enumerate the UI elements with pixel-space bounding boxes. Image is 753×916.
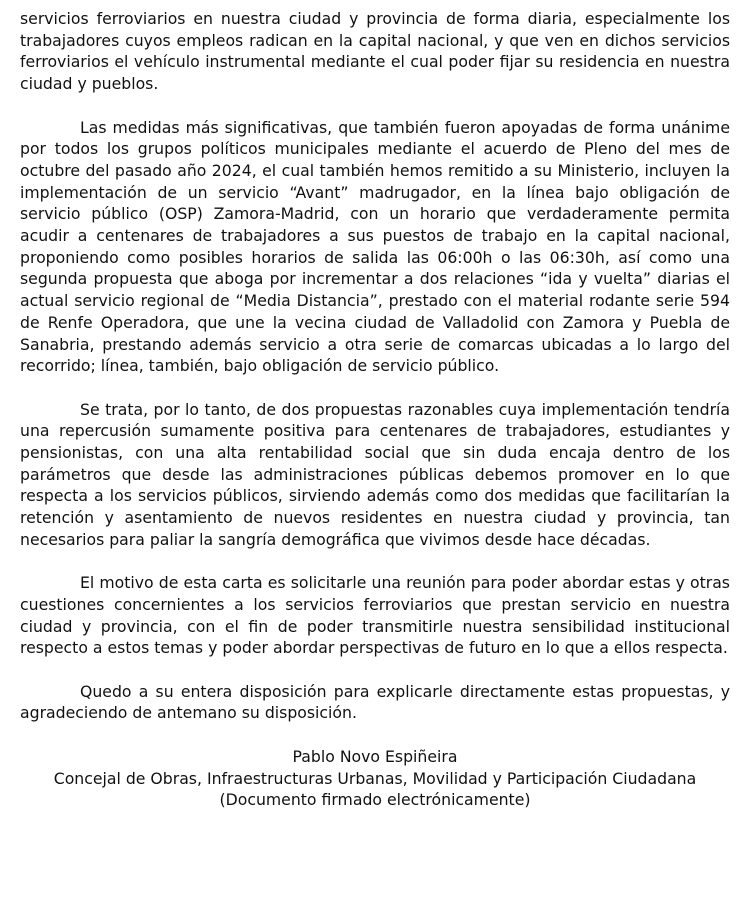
signer-position: Concejal de Obras, Infraestructuras Urbanas, Movilidad y Participación Ciudadana	[53, 768, 697, 788]
signature-block	[20, 746, 730, 811]
paragraph-measures: Las medidas más significativas, que también fueron apoyadas de forma unánime por todos los grupos políticos municipales mediante el acuerdo de Pleno del mes de octubre del pasado año 2024, el cual también hemos remitido a su Ministerio, incluyen la implementación de un servicio “Avant” madrugador, en la línea bajo obligación de servicio público (OSP) Zamora-Madrid, con un horario que verdaderamente permita acudir a centenares de trabajadores a sus puestos de trabajo en la capital nacional, proponiendo como posibles horarios de salida las 06:00h o las 06:30h, así como una segunda propuesta que aboga por incrementar a dos relaciones “ida y vuelta” diarias el actual servicio regional de “Media Distancia”, prestado con el material rodante serie 594 de Renfe Operadora, que une la vecina ciudad de Valladolid con Zamora y Puebla de Sanabria, prestando además servicio a otra serie de comarcas ubicadas a lo largo del recorrido; línea, también, bajo obligación de servicio público.	[20, 117, 730, 376]
paragraph-closing: Quedo a su entera disposición para explicarle directamente estas propuestas, y agradeciendo de antemano su disposición.	[20, 681, 730, 723]
letter-body	[20, 8, 730, 811]
signer-name: Pablo Novo Espiñeira	[292, 746, 458, 766]
paragraph-proposals: Se trata, por lo tanto, de dos propuestas razonables cuya implementación tendría una repercusión sumamente positiva para centenares de trabajadores, estudiantes y pensionistas, con una alta rentabilidad social que sin duda encaja dentro de los parámetros que desde las administraciones públicas debemos promover en lo que respecta a los servicios públicos, sirviendo además como dos medidas que facilitarían la retención y asentamiento de nuevos residentes en nuestra ciudad y provincia, tan necesarios para paliar la sangría demográfica que vivimos desde hace décadas.	[20, 399, 730, 549]
signature-note: (Documento firmado electrónicamente)	[219, 790, 531, 810]
paragraph-meeting-request: El motivo de esta carta es solicitarle una reunión para poder abordar estas y otras cuestiones concernientes a los servicios ferroviarios que prestan servicio en nuestra ciudad y provincia, con el fin de poder transmitirle nuestra sensibilidad institucional respecto a estos temas y poder abordar perspectivas de futuro en lo que a ellos respecta.	[20, 573, 730, 658]
paragraph-continuation: servicios ferroviarios en nuestra ciudad y provincia de forma diaria, especialmente los trabajadores cuyos empleos radican en la capital nacional, y que ven en dichos servicios ferroviarios el vehículo instrumental mediante el cual poder fijar su residencia en nuestra ciudad y pueblos.	[20, 9, 730, 94]
